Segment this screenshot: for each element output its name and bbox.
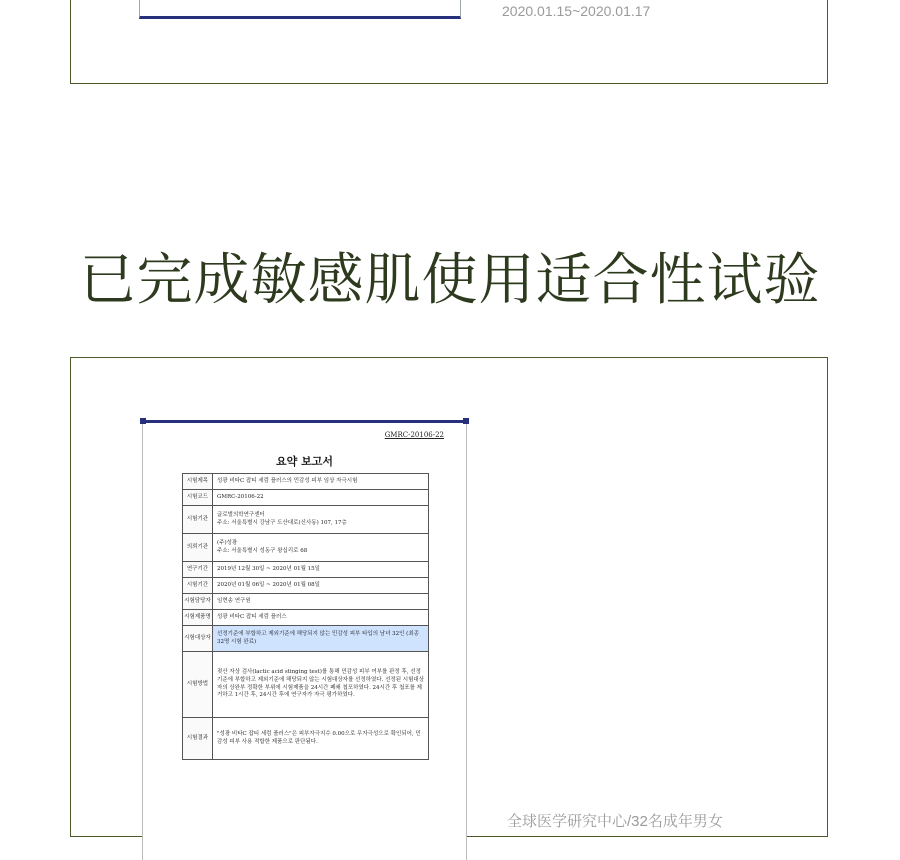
row-value bbox=[213, 506, 429, 534]
row-value: "성광 비타C 잡티 세럼 플러스"은 피부자극지수 0.00으로 무자극성으로 확인되어, 민감성 피부 사용 적합한 제품으로 판단됨다. bbox=[213, 718, 429, 760]
table-row bbox=[183, 652, 429, 718]
doc-corner-right bbox=[463, 418, 469, 424]
table-row bbox=[183, 562, 429, 578]
row-label: 시험제품명 bbox=[183, 610, 213, 626]
row-value: 젖산 자상 검사(lactic acid stinging test)를 통해 민감성 피부 여부를 판정 후, 선정기준에 부합하고 제외기준에 해당되지 않는 시험대상자를 선정하였다. 선정된 시험대상자의 상완부 정확한 부위에 시험제품을 24시간 폐쇄 첩포하였다. 24시간 후 첩포를 제거하고 1시간 후, 24시간 후에 연구자가 자극 평가하였다. bbox=[213, 652, 429, 718]
top-report-document-edge bbox=[139, 0, 461, 19]
row-label: 시험기관 bbox=[183, 506, 213, 534]
row-value: 2020년 01월 06일 ~ 2020년 01월 08일 bbox=[213, 578, 429, 594]
row-label: 시험코드 bbox=[183, 490, 213, 506]
table-row bbox=[183, 474, 429, 490]
table-row bbox=[183, 490, 429, 506]
report-title: 요약 보고서 bbox=[276, 455, 333, 468]
table-row bbox=[183, 626, 429, 652]
bottom-caption: 全球医学研究中心/32名成年男女 bbox=[507, 813, 723, 830]
row-label: 시험방법 bbox=[183, 652, 213, 718]
report-document bbox=[142, 420, 467, 860]
row-value bbox=[213, 534, 429, 562]
institution-address: 주소: 서울특별시 강남구 도산대로(신사동) 107, 17층 bbox=[217, 519, 347, 526]
top-report-frame bbox=[70, 0, 828, 84]
row-value: 임현송 연구원 bbox=[213, 594, 429, 610]
client-address: 주소: 서울특별시 성동구 왕십리로 68 bbox=[217, 547, 308, 554]
bottom-report-frame bbox=[70, 357, 828, 837]
doc-corner-left bbox=[140, 418, 146, 424]
table-row bbox=[183, 594, 429, 610]
table-row bbox=[183, 578, 429, 594]
top-date-range: 2020.01.15~2020.01.17 bbox=[502, 3, 651, 19]
row-value: 선정기준에 부합하고 제외기준에 해당되지 않는 민감성 피부 타입의 남녀 32인 (최종 32명 시험 완료) bbox=[213, 626, 429, 652]
row-value: 성광 비타C 잡티 세럼 플러스 bbox=[213, 610, 429, 626]
row-label: 의뢰기관 bbox=[183, 534, 213, 562]
row-value: GMRC-20106-22 bbox=[213, 490, 429, 506]
row-label: 시험대상자 bbox=[183, 626, 213, 652]
row-label: 시험제목 bbox=[183, 474, 213, 490]
row-label: 시험결과 bbox=[183, 718, 213, 760]
report-code: GMRC-20106-22 bbox=[384, 431, 444, 439]
row-value: 성광 비타C 잡티 세럼 플러스의 민감성 피부 임상 자극시험 bbox=[213, 474, 429, 490]
table-row bbox=[183, 610, 429, 626]
row-label: 시험담당자 bbox=[183, 594, 213, 610]
table-row bbox=[183, 534, 429, 562]
row-value: 2019년 12월 30일 ~ 2020년 01월 15일 bbox=[213, 562, 429, 578]
client-name: (주)성광 bbox=[217, 539, 238, 546]
table-row bbox=[183, 718, 429, 760]
report-table bbox=[182, 473, 429, 760]
row-label: 시험기간 bbox=[183, 578, 213, 594]
row-label: 연구기간 bbox=[183, 562, 213, 578]
section-heading: 已完成敏感肌使用适合性试验 bbox=[79, 248, 821, 313]
institution-name: 글로벌의학연구센터 bbox=[217, 511, 265, 518]
table-row bbox=[183, 506, 429, 534]
